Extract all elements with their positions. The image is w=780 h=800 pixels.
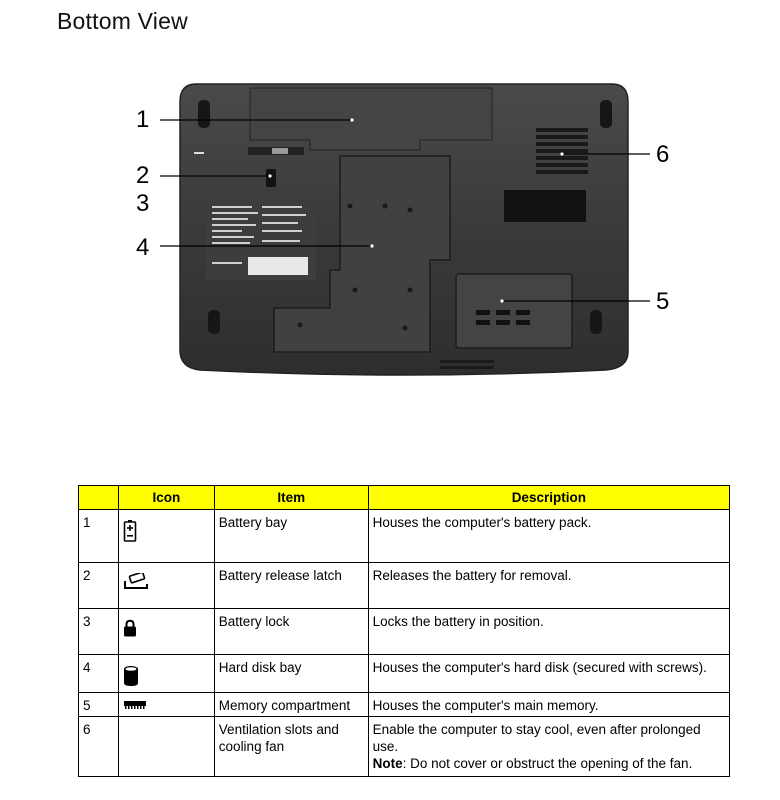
row-item: Battery lock <box>214 609 368 655</box>
hard-disk-icon <box>123 665 139 687</box>
table-row <box>79 717 730 777</box>
memory-compartment-panel <box>456 274 572 348</box>
callout-1: 1 <box>136 106 150 133</box>
row-num: 6 <box>79 717 119 777</box>
row-num: 4 <box>79 655 119 693</box>
row-item: Hard disk bay <box>214 655 368 693</box>
row-num: 5 <box>79 693 119 717</box>
lock-icon <box>123 619 137 637</box>
battery-icon <box>123 520 137 542</box>
row-item: Ventilation slots and cooling fan <box>214 717 368 777</box>
row-icon-empty <box>118 717 214 777</box>
header-num <box>79 486 119 510</box>
row-description: Releases the battery for removal. <box>368 563 729 609</box>
page-title: Bottom View <box>57 8 188 34</box>
battery-lock <box>266 169 276 187</box>
row-num: 3 <box>79 609 119 655</box>
header-description: Description <box>368 486 729 510</box>
row-item: Battery release latch <box>214 563 368 609</box>
row-num: 1 <box>79 510 119 563</box>
table-row <box>79 655 730 693</box>
row-num: 2 <box>79 563 119 609</box>
row-description: Enable the computer to stay cool, even after prolonged use. <box>372 722 701 754</box>
callout-6: 6 <box>656 141 670 168</box>
row-description: Houses the computer's main memory. <box>368 693 729 717</box>
battery-release-latch-icon <box>123 573 149 591</box>
note-text: : Do not cover or obstruct the opening of the fan. <box>402 756 693 771</box>
row-description: Houses the computer's hard disk (secured with screws). <box>368 655 729 693</box>
header-item: Item <box>214 486 368 510</box>
callout-5: 5 <box>656 288 670 315</box>
table-row <box>79 563 730 609</box>
component-table <box>78 485 730 777</box>
memory-icon <box>123 700 147 710</box>
callout-3: 3 <box>136 190 150 217</box>
callout-2: 2 <box>136 162 150 189</box>
row-item: Battery bay <box>214 510 368 563</box>
table-row <box>79 693 730 717</box>
row-description-cell <box>368 717 729 777</box>
callout-4: 4 <box>136 234 150 261</box>
table-row <box>79 510 730 563</box>
note-label: Note <box>372 756 403 771</box>
row-description: Locks the battery in position. <box>368 609 729 655</box>
row-description: Houses the computer's battery pack. <box>368 510 729 563</box>
header-icon: Icon <box>118 486 214 510</box>
table-row <box>79 609 730 655</box>
table-header-row <box>79 486 730 510</box>
row-item: Memory compartment <box>214 693 368 717</box>
